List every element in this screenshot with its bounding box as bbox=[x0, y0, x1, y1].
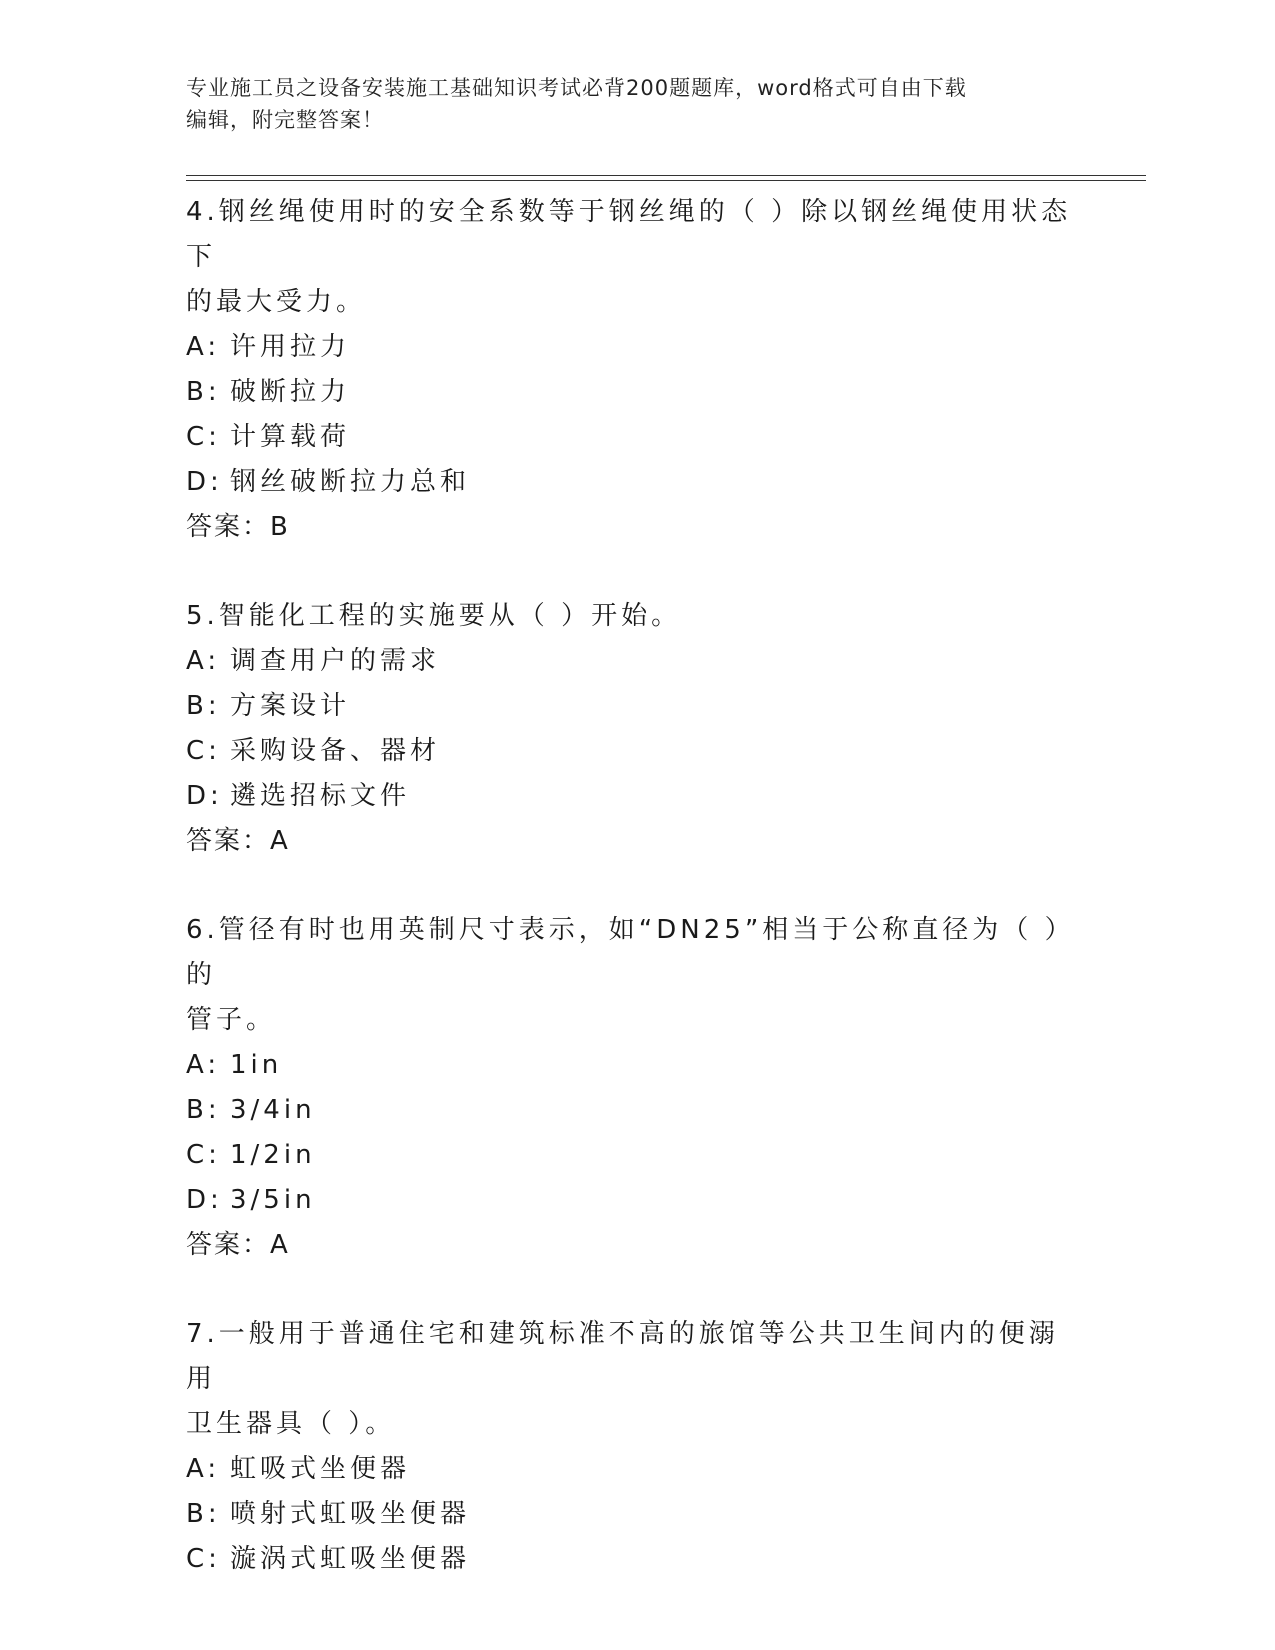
option-key: B: bbox=[186, 1095, 221, 1125]
answer-line: 答案：A bbox=[186, 826, 290, 856]
option-text: 虹吸式坐便器 bbox=[230, 1454, 411, 1484]
question-stem: 6.管径有时也用英制尺寸表示，如“DN25”相当于公称直径为（ ）的 bbox=[186, 915, 1075, 990]
option-text: 许用拉力 bbox=[230, 332, 351, 362]
question-stem-continued: 卫生器具（ ）。 bbox=[186, 1409, 396, 1439]
option-text: 1/2in bbox=[230, 1140, 316, 1170]
option-b bbox=[186, 1088, 1086, 1133]
option-key: D: bbox=[186, 1185, 223, 1215]
option-text: 3/5in bbox=[230, 1185, 316, 1215]
option-text: 调查用户的需求 bbox=[230, 646, 441, 676]
option-key: A: bbox=[186, 646, 221, 676]
option-text: 喷射式虹吸坐便器 bbox=[230, 1499, 471, 1529]
option-text: 方案设计 bbox=[230, 691, 351, 721]
option-key: A: bbox=[186, 332, 221, 362]
option-text: 计算载荷 bbox=[230, 422, 351, 452]
option-c bbox=[186, 415, 1086, 460]
option-text: 破断拉力 bbox=[230, 377, 351, 407]
option-c bbox=[186, 1537, 1086, 1582]
option-key: B: bbox=[186, 691, 221, 721]
option-c bbox=[186, 1133, 1086, 1178]
option-key: C: bbox=[186, 1544, 221, 1574]
question-stem: 4.钢丝绳使用时的安全系数等于钢丝绳的（ ）除以钢丝绳使用状态下 bbox=[186, 197, 1072, 272]
question-item bbox=[186, 908, 1086, 1268]
option-key: C: bbox=[186, 422, 221, 452]
answer-line: 答案：B bbox=[186, 512, 290, 542]
option-text: 1in bbox=[230, 1050, 283, 1080]
option-b bbox=[186, 1492, 1086, 1537]
option-key: D: bbox=[186, 467, 223, 497]
option-a bbox=[186, 1043, 1086, 1088]
header-divider-top bbox=[186, 175, 1146, 176]
question-list bbox=[186, 190, 1086, 1626]
option-text: 钢丝破断拉力总和 bbox=[230, 467, 471, 497]
question-stem-continued: 的最大受力。 bbox=[186, 287, 367, 317]
answer-line: 答案：A bbox=[186, 1230, 290, 1260]
option-a bbox=[186, 639, 1086, 684]
document-header bbox=[186, 72, 1066, 136]
option-key: B: bbox=[186, 1499, 221, 1529]
question-item bbox=[186, 1312, 1086, 1582]
option-d bbox=[186, 1178, 1086, 1223]
option-key: A: bbox=[186, 1454, 221, 1484]
option-d bbox=[186, 774, 1086, 819]
option-key: C: bbox=[186, 1140, 221, 1170]
option-a bbox=[186, 1447, 1086, 1492]
option-text: 漩涡式虹吸坐便器 bbox=[230, 1544, 471, 1574]
option-a bbox=[186, 325, 1086, 370]
option-c bbox=[186, 729, 1086, 774]
header-line-2: 编辑，附完整答案！ bbox=[186, 108, 384, 132]
option-key: D: bbox=[186, 781, 223, 811]
question-item bbox=[186, 594, 1086, 864]
header-line-1: 专业施工员之设备安装施工基础知识考试必背200题题库，word格式可自由下载 bbox=[186, 76, 967, 100]
option-key: A: bbox=[186, 1050, 221, 1080]
option-text: 3/4in bbox=[230, 1095, 316, 1125]
option-d bbox=[186, 460, 1086, 505]
option-text: 遴选招标文件 bbox=[230, 781, 411, 811]
option-text: 采购设备、器材 bbox=[230, 736, 441, 766]
option-b bbox=[186, 370, 1086, 415]
header-divider-bottom bbox=[186, 180, 1146, 181]
question-stem-continued: 管子。 bbox=[186, 1005, 277, 1035]
question-stem: 7.一般用于普通住宅和建筑标准不高的旅馆等公共卫生间内的便溺用 bbox=[186, 1319, 1059, 1394]
option-key: B: bbox=[186, 377, 221, 407]
question-item bbox=[186, 190, 1086, 550]
option-key: C: bbox=[186, 736, 221, 766]
option-b bbox=[186, 684, 1086, 729]
question-stem: 5.智能化工程的实施要从（ ）开始。 bbox=[186, 601, 682, 631]
